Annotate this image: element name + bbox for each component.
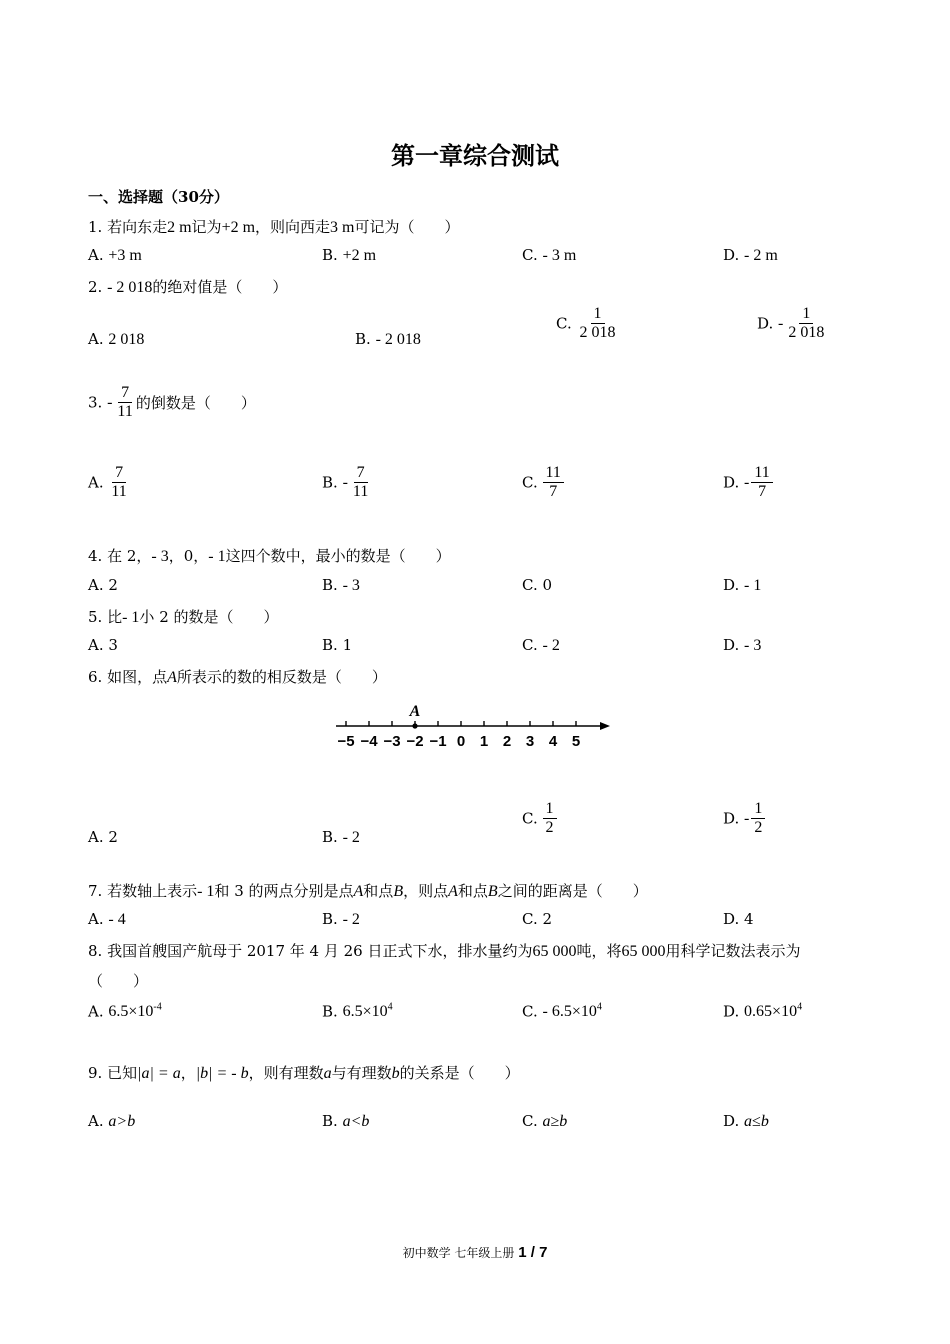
fraction: $\frac{1}{2}$ bbox=[543, 800, 557, 837]
question-2: 2. - 2 018的绝对值是（ ） bbox=[88, 278, 288, 296]
q8-option-b[interactable]: B. $6.5\times 10^4$ bbox=[322, 1002, 393, 1021]
q5-option-b[interactable]: B. 1 bbox=[322, 636, 353, 654]
arrow-head-icon bbox=[600, 722, 610, 730]
question-1 bbox=[88, 216, 460, 237]
q1-option-c[interactable]: C. - 3 m bbox=[522, 246, 577, 264]
question-9: 9. 已知|a| = a，|b| = - b，则有理数a与有理数b的关系是（ ） bbox=[88, 1064, 520, 1082]
number-line-tick-label: −3 bbox=[383, 733, 401, 750]
q7-option-c[interactable]: C. 2 bbox=[522, 910, 553, 928]
q9-option-a[interactable]: A. a>b bbox=[88, 1112, 136, 1130]
number-line-tick-label: 4 bbox=[548, 733, 558, 750]
fraction: $\frac{1}{2 018}$ bbox=[579, 305, 616, 341]
q8-option-d[interactable]: D. $0.65\times 10^4$ bbox=[723, 1002, 803, 1021]
number-line-tick-label: −5 bbox=[337, 733, 355, 750]
q2-option-d[interactable]: D. - $\frac{1}{2 018}$ bbox=[757, 305, 827, 342]
footer-text: 初中数学 七年级上册 bbox=[402, 1246, 515, 1260]
q4-option-b[interactable]: B. - 3 bbox=[322, 576, 360, 594]
point-a-marker bbox=[412, 723, 417, 728]
q1-text: 1. 若向东走 bbox=[88, 218, 168, 236]
page-title: 第一章综合测试 bbox=[391, 141, 559, 170]
section-heading: 一、选择题（30分） bbox=[88, 188, 229, 206]
q9-option-c[interactable]: C. a≥b bbox=[522, 1112, 568, 1130]
q7-option-d[interactable]: D. 4 bbox=[723, 910, 754, 928]
fraction: $\frac{11}{7}$ bbox=[751, 464, 772, 501]
q3-option-d[interactable]: D. - $\frac{11}{7}$ bbox=[723, 464, 773, 501]
q1-math: +2 m bbox=[221, 219, 256, 236]
q3-option-a[interactable]: A. $\frac{7}{11}$ bbox=[88, 464, 130, 501]
q1-text: 可记为（ ） bbox=[354, 218, 460, 236]
q3-option-c[interactable]: C. $\frac{11}{7}$ bbox=[522, 464, 564, 501]
number-line-tick-label: 0 bbox=[456, 733, 466, 750]
q2-option-c[interactable]: C. $\frac{1}{2 018}$ bbox=[556, 305, 619, 342]
question-3: 3. - $\frac{7}{11}$ 的倒数是（ ） bbox=[88, 384, 256, 420]
q2-option-a[interactable]: A. 2 018 bbox=[88, 330, 145, 348]
number-line-figure bbox=[330, 700, 620, 758]
q6-option-c[interactable]: C. $\frac{1}{2}$ bbox=[522, 800, 557, 837]
fraction: $\frac{7}{11}$ bbox=[111, 464, 127, 500]
fraction: $\frac{1}{2 018}$ bbox=[788, 305, 825, 341]
number-line-tick-label: 5 bbox=[571, 733, 581, 750]
number-line-tick-label: −4 bbox=[360, 733, 378, 750]
q9-option-b[interactable]: B. a<b bbox=[322, 1112, 370, 1130]
q1-math: 3 m bbox=[330, 219, 355, 236]
fraction: $\frac{7}{11}$ bbox=[352, 464, 369, 500]
q6-option-d[interactable]: D. - $\frac{1}{2}$ bbox=[723, 800, 765, 837]
number-line-tick-label: 2 bbox=[502, 733, 512, 750]
q4-option-d[interactable]: D. - 1 bbox=[723, 576, 762, 594]
question-8-answer-bracket: （ ） bbox=[88, 972, 149, 990]
question-6: 6. 如图，点A所表示的数的相反数是（ ） bbox=[88, 668, 387, 686]
q6-option-b[interactable]: B. - 2 bbox=[322, 828, 360, 846]
q4-option-c[interactable]: C. 0 bbox=[522, 576, 553, 594]
q6-option-a[interactable]: A. 2 bbox=[88, 828, 118, 846]
fraction: $\frac{1}{2}$ bbox=[751, 800, 765, 837]
question-7: 7. 若数轴上表示- 1和 3 的两点分别是点A和点B，则点A和点B之间的距离是（ ） bbox=[88, 882, 648, 900]
q1-option-a[interactable]: A. +3 m bbox=[88, 246, 142, 264]
number-line-tick-label: −1 bbox=[429, 733, 447, 750]
question-8: 8. 我国首艘国产航母于 2017 年 4 月 26 日正式下水，排水量约为65 000吨，将65 000用科学记数法表示为 bbox=[88, 942, 801, 960]
q5-option-a[interactable]: A. 3 bbox=[88, 636, 118, 654]
q8-option-a[interactable]: A. $6.5\times 10^{-4}$ bbox=[88, 1002, 162, 1021]
q4-option-a[interactable]: A. 2 bbox=[88, 576, 118, 594]
fraction: $\frac{7}{11}$ bbox=[117, 384, 133, 420]
q1-math: 2 m bbox=[167, 219, 192, 236]
q7-option-a[interactable]: A. - 4 bbox=[88, 910, 126, 928]
q2-option-b[interactable]: B. - 2 018 bbox=[355, 330, 421, 348]
page-footer bbox=[0, 1244, 950, 1261]
q3-option-b[interactable]: B. - $\frac{7}{11}$ bbox=[322, 464, 371, 501]
q1-text: 记为 bbox=[191, 218, 222, 236]
q1-text: ，则向西走 bbox=[255, 218, 331, 236]
q1-option-d[interactable]: D. - 2 m bbox=[723, 246, 778, 264]
q5-option-c[interactable]: C. - 2 bbox=[522, 636, 560, 654]
number-line-tick-label: −2 bbox=[406, 733, 424, 750]
point-a-label: A bbox=[409, 703, 421, 720]
question-5: 5. 比- 1小 2 的数是（ ） bbox=[88, 608, 279, 626]
q1-option-b[interactable]: B. +2 m bbox=[322, 246, 377, 264]
q7-option-b[interactable]: B. - 2 bbox=[322, 910, 360, 928]
number-line-tick-label: 1 bbox=[479, 733, 489, 750]
fraction: $\frac{11}{7}$ bbox=[543, 464, 564, 501]
q9-option-d[interactable]: D. a≤b bbox=[723, 1112, 769, 1130]
page-number: 1 / 7 bbox=[518, 1244, 548, 1261]
q8-option-c[interactable]: C. - $6.5\times 10^4$ bbox=[522, 1002, 602, 1021]
q5-option-d[interactable]: D. - 3 bbox=[723, 636, 762, 654]
q2-math: - 2 018 bbox=[107, 279, 153, 296]
question-4: 4. 在 2，- 3，0，- 1这四个数中，最小的数是（ ） bbox=[88, 547, 451, 565]
number-line-tick-label: 3 bbox=[525, 733, 535, 750]
